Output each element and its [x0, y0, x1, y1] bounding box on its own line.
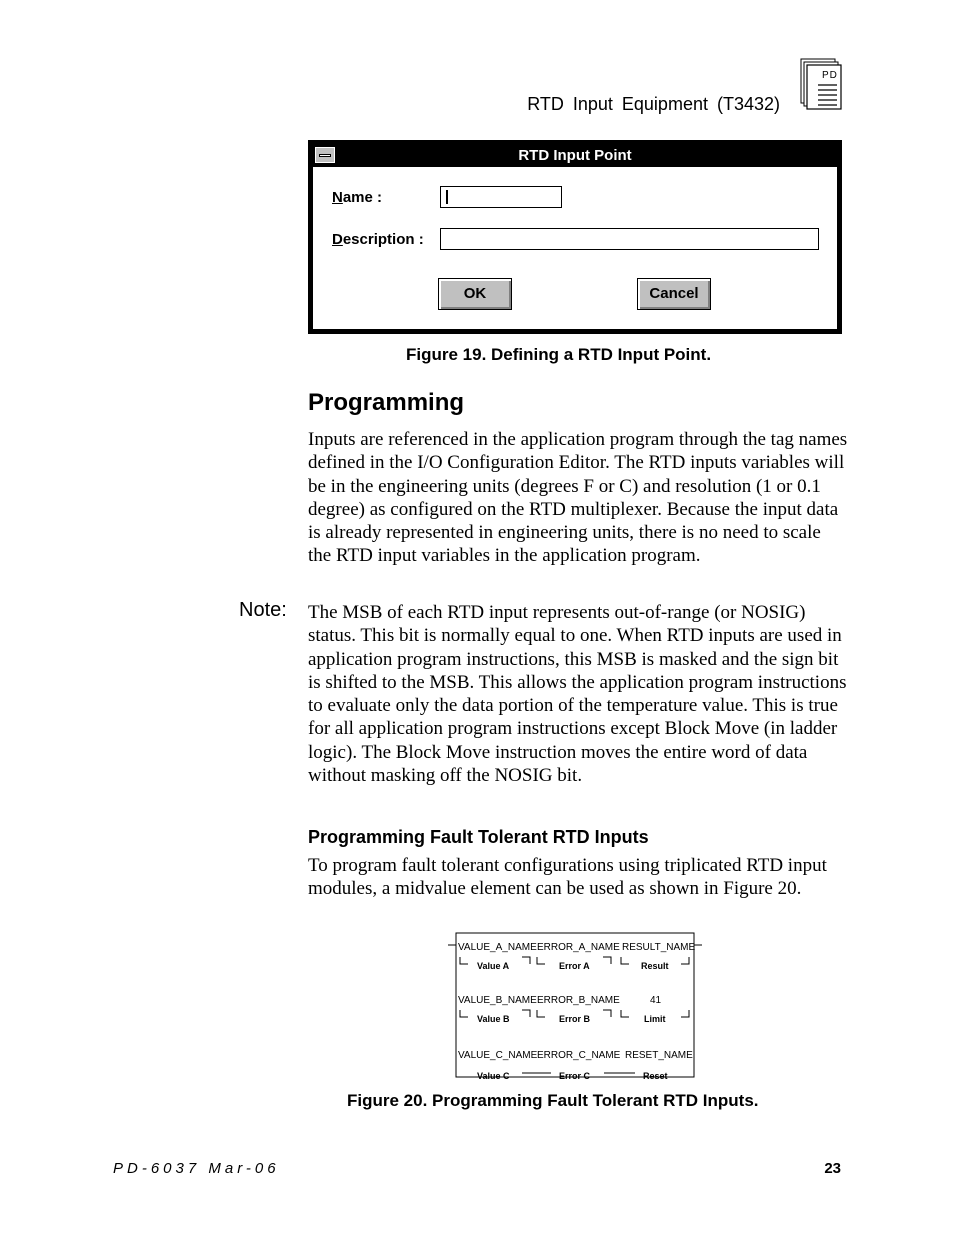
cancel-button[interactable]: Cancel — [637, 278, 711, 310]
name-input[interactable] — [440, 186, 562, 208]
paragraph-fault-tolerant: To program fault tolerant configurations using triplicated RTD input modules, a midvalue element can be used as shown in Figure 20. — [308, 855, 827, 900]
system-menu-icon[interactable] — [315, 147, 335, 163]
name-label: Name : — [332, 189, 383, 206]
dialog-title: RTD Input Point — [518, 147, 632, 164]
value-c-label: Value C — [477, 1071, 510, 1081]
description-label: Description : — [332, 231, 424, 248]
figure-20-caption: Figure 20. Programming Fault Tolerant RTD Inputs. — [347, 1091, 759, 1110]
subheading: Programming Fault Tolerant RTD Inputs — [308, 827, 649, 847]
paragraph-intro: Inputs are referenced in the application program through the tag names defined in the I/O Configuration Editor. The RTD inputs variables will be in the engineering units (degrees F or C) and resolution (1 or 0.1 degree) as configured on the RTD multiplexer. Because the input data is already represented in engineering units, there is no need to scale the RTD input variables in the application program. — [308, 429, 848, 567]
error-c-name: ERROR_C_NAME — [537, 1050, 621, 1061]
note-text: The MSB of each RTD input represents out-of-range (or NOSIG) status. This bit is normally equal to one. When RTD inputs are used in application program instructions, this MSB is masked and the sign bit is shifted to the MSB. This allows the application program instructions to evaluate only the data portion of the temperature value. This is true for all application program instructions except Block Move (in ladder logic). The Block Move instruction moves the entire word of data without masking off the NOSIG bit. — [308, 602, 847, 787]
result-label: Result — [641, 961, 669, 971]
note-label: Note: — [239, 599, 287, 621]
result-name: RESULT_NAME — [622, 942, 696, 953]
error-b-label: Error B — [559, 1014, 591, 1024]
error-c-label: Error C — [559, 1071, 591, 1081]
text-caret — [446, 190, 448, 204]
value-b-label: Value B — [477, 1014, 510, 1024]
limit-label: Limit — [644, 1014, 666, 1024]
dialog-body — [312, 144, 838, 330]
dialog-title-bar — [313, 145, 837, 167]
midvalue-function-block — [440, 932, 710, 1082]
error-b-name: ERROR_B_NAME — [537, 995, 620, 1006]
pd-logo-text: PD — [822, 70, 838, 81]
value-a-name: VALUE_A_NAME — [458, 942, 537, 953]
page-number: 23 — [824, 1160, 841, 1177]
ok-button[interactable]: OK — [438, 278, 512, 310]
section-heading: Programming — [308, 389, 465, 416]
figure-19-caption: Figure 19. Defining a RTD Input Point. — [406, 345, 712, 364]
rtd-input-point-dialog — [308, 140, 842, 334]
error-a-name: ERROR_A_NAME — [537, 942, 620, 953]
value-c-name: VALUE_C_NAME — [458, 1050, 538, 1061]
value-b-name: VALUE_B_NAME — [458, 995, 537, 1006]
error-a-label: Error A — [559, 961, 590, 971]
limit-value: 41 — [650, 995, 662, 1006]
description-input[interactable] — [440, 228, 819, 250]
footer-doc-id: PD-6037 Mar-06 — [113, 1160, 280, 1177]
reset-name: RESET_NAME — [625, 1050, 693, 1061]
reset-label: Reset — [643, 1071, 668, 1081]
header-title: RTD Input Equipment (T3432) — [527, 94, 780, 114]
value-a-label: Value A — [477, 961, 510, 971]
pd-logo-icon — [800, 58, 842, 110]
